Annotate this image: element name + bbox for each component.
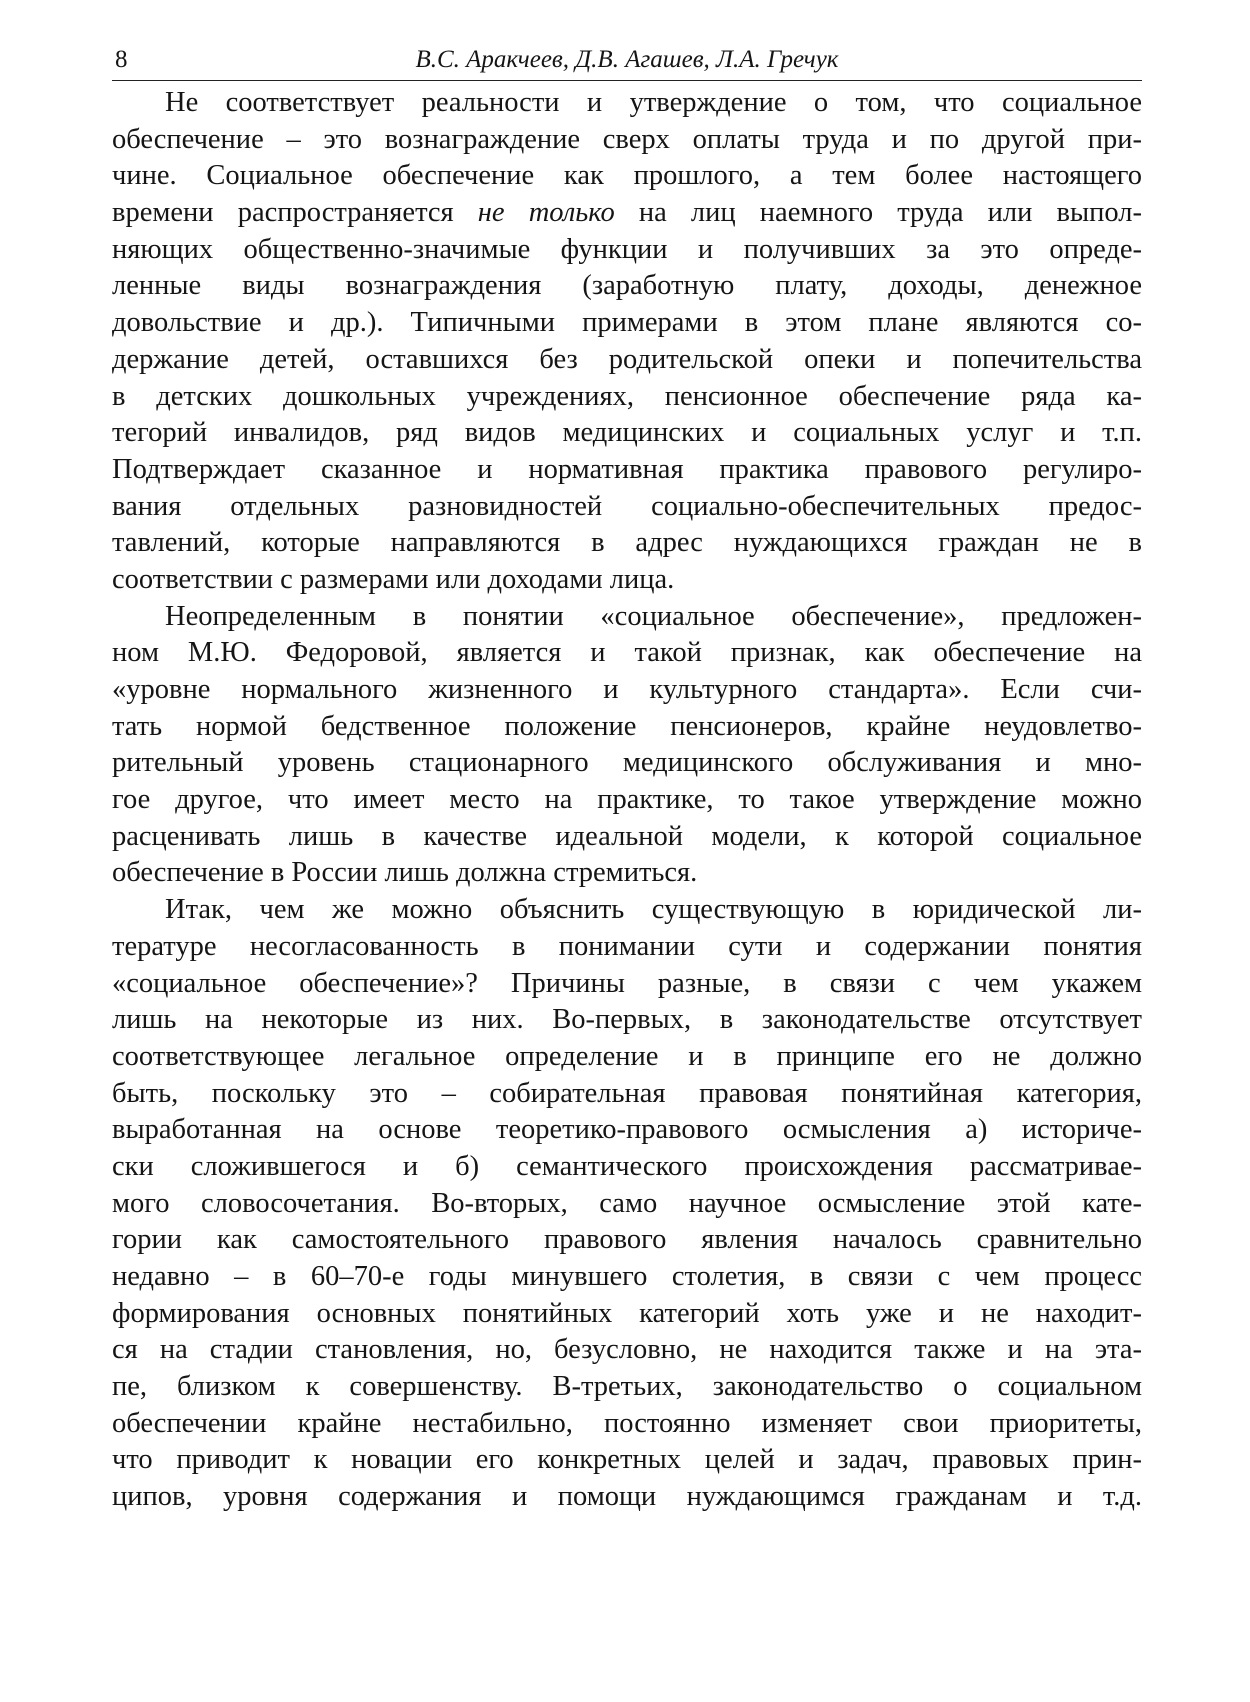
emphasis-text: не только [477, 197, 615, 229]
book-page [112, 40, 1142, 1516]
text-line: рительный уровень стационарного медицинского обслуживания и мно- [112, 747, 1142, 779]
text-line: Не соответствует реальности и утверждение о том, что социальное [165, 87, 1142, 118]
text-line: выработанная на основе теоретико-правового осмысления а) историче- [112, 1114, 1142, 1146]
text-line [112, 195, 1142, 232]
text-line: няющих общественно-значимые функции и получивших за это опреде- [112, 233, 1142, 265]
text-line: что приводит к новации его конкретных целей и задач, правовых прин- [112, 1444, 1142, 1476]
text-line: держание детей, оставшихся без родительской опеки и попечительства [112, 343, 1142, 375]
text-line: гое другое, что имеет место на практике, то такое утверждение можно [112, 784, 1142, 816]
text-line: соответствующее легальное определение и в принципе его не должно [112, 1040, 1142, 1072]
text-line: расценивать лишь в качестве идеальной модели, к которой социальное [112, 820, 1142, 852]
running-head [112, 40, 1142, 81]
header-authors: В.С. Аракчеев, Д.В. Агашев, Л.А. Гречук [415, 46, 839, 73]
text-line: обеспечение в России лишь должна стремиться. [112, 857, 698, 889]
text-line: Подтверждает сказанное и нормативная практика правового регулиро- [112, 453, 1142, 485]
text-line: гории как самостоятельного правового явления началось сравнительно [112, 1224, 1142, 1256]
text-line: «социальное обеспечение»? Причины разные, в связи с чем укажем [112, 967, 1142, 999]
text-line: довольствие и др.). Типичными примерами в этом плане являются со- [112, 307, 1142, 339]
text-line: в детских дошкольных учреждениях, пенсионное обеспечение ряда ка- [112, 380, 1142, 412]
text-line: недавно – в 60–70-е годы минувшего столетия, в связи с чем процесс [112, 1261, 1142, 1292]
text-line: ленные виды вознаграждения (заработную плату, доходы, денежное [112, 270, 1142, 302]
body-text [112, 85, 1142, 1516]
text-segment: на лиц наемного труда или выпол- [614, 197, 1142, 229]
text-line: вания отдельных разновидностей социально-обеспечительных предос- [112, 490, 1142, 522]
text-line: ципов, уровня содержания и помощи нуждающимся гражданам и т.д. [112, 1481, 1142, 1513]
text-line: тературе несогласованность в понимании сути и содержании понятия [112, 930, 1142, 962]
text-line: тать нормой бедственное положение пенсионеров, крайне неудовлетво- [112, 710, 1142, 742]
text-line: ся на стадии становления, но, безусловно, не находится также и на эта- [112, 1334, 1142, 1366]
text-line: соответствии с размерами или доходами лица. [112, 563, 675, 595]
text-line: тегорий инвалидов, ряд видов медицинских и социальных услуг и т.п. [112, 417, 1142, 449]
text-line: быть, поскольку это – собирательная правовая понятийная категория, [112, 1077, 1142, 1109]
text-line: обеспечении крайне нестабильно, постоянно изменяет свои приоритеты, [112, 1407, 1142, 1439]
text-line: Неопределенным в понятии «социальное обеспечение», предложен- [165, 600, 1142, 632]
text-line: лишь на некоторые из них. Во-первых, в законодательстве отсутствует [112, 1004, 1142, 1036]
paragraph [112, 599, 1142, 893]
text-line: ном М.Ю. Федоровой, является и такой признак, как обеспечение на [112, 637, 1142, 669]
text-segment: времени распространяется [112, 197, 478, 229]
text-line: «уровне нормального жизненного и культурного стандарта». Если счи- [112, 674, 1142, 705]
text-line: тавлений, которые направляются в адрес нуждающихся граждан не в [112, 527, 1142, 559]
text-line: чине. Социальное обеспечение как прошлого, а тем более настоящего [112, 160, 1142, 192]
paragraph [112, 85, 1142, 599]
text-line: ски сложившегося и б) семантического происхождения рассматривае- [112, 1150, 1142, 1182]
page-number: 8 [115, 46, 128, 73]
paragraph [112, 892, 1142, 1516]
text-line: пе, близком к совершенству. В-третьих, законодательство о социальном [112, 1371, 1142, 1403]
text-line: мого словосочетания. Во-вторых, само научное осмысление этой кате- [112, 1187, 1142, 1219]
text-line: Итак, чем же можно объяснить существующую в юридической ли- [165, 894, 1142, 926]
text-line: обеспечение – это вознаграждение сверх оплаты труда и по другой при- [112, 123, 1142, 155]
text-line: формирования основных понятийных категорий хоть уже и не находит- [112, 1297, 1142, 1329]
